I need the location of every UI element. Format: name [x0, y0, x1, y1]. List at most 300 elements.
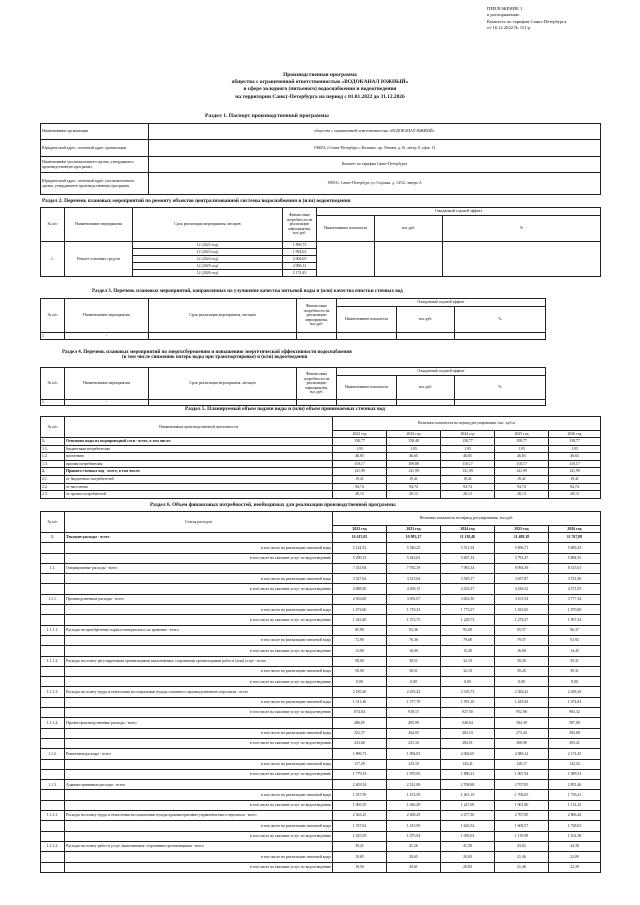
col-num-header: № п/п [41, 299, 65, 333]
row-value: 0,00 [549, 677, 601, 687]
row-value: 20,84 [441, 852, 495, 862]
row-name: Прочие производственные расходы - всего [65, 718, 333, 728]
row-value: 2 004,05 [441, 749, 495, 759]
row-value: 2 806,44 [549, 811, 601, 821]
section1-title: Раздел 1. Паспорт производственной программы [205, 113, 329, 119]
row-value: 5 290,53 [333, 553, 387, 563]
document-title [60, 72, 580, 101]
row-value: 7 782,19 [387, 563, 441, 573]
row-value: 28,13 [495, 491, 549, 499]
row-value: 38,51 [387, 656, 441, 666]
row-num [41, 615, 65, 625]
appendix-authority: Комитета по тарифам Санкт-Петербурга [487, 18, 567, 24]
row-name: в том числе на оказание услуг по водоотведению [65, 646, 333, 656]
col-need-header: Финансовые потребности на реализацию мероприятия, тыс.руб. [297, 299, 337, 333]
row-name: в том числе на оказание услуг по водоотведению [65, 769, 333, 779]
row-value: 495,99 [387, 718, 441, 728]
row-value: 19,41 [549, 475, 601, 483]
row-num [41, 543, 65, 553]
row-value: 1 311,40 [333, 697, 387, 707]
row-value: 39,31 [549, 666, 601, 676]
year-header: 2023 год [387, 526, 441, 533]
row-num [41, 862, 65, 872]
row-name: в том числе на оказание услуг по водоотведению [65, 615, 333, 625]
row-value: 141,99 [495, 468, 549, 476]
row-value: 72,90 [333, 635, 387, 645]
row-value: 2 363,25 [333, 811, 387, 821]
row-name: в том числе на реализацию питьевой воды [65, 635, 333, 645]
row-name: в том числе на реализацию питьевой воды [65, 543, 333, 553]
row-value: 1 025,59 [333, 831, 387, 841]
row-value: 1 896,73 [333, 749, 387, 759]
row-value: 1,95 [333, 445, 387, 453]
row-value: 1 472,60 [333, 605, 387, 615]
row-value: 5 696,71 [495, 543, 549, 553]
row-value: 1 728,03 [549, 821, 601, 831]
row-value: 2 707,85 [495, 780, 549, 790]
row-value: 11 767,88 [549, 533, 601, 543]
passport-value: Комитет по тарифам Санкт-Петербурга [149, 157, 601, 173]
row-value: 231,16 [387, 738, 441, 748]
passport-row [41, 157, 601, 173]
row-value: 1 065,55 [333, 800, 387, 810]
row-value: 39,21 [333, 841, 387, 851]
row-value: 19,65 [333, 852, 387, 862]
col-need-header: Финансовые потребности на реализацию мероприятия, тыс.руб. [283, 208, 317, 242]
row-value: 11 118,48 [441, 533, 495, 543]
row-value: 3 777,34 [549, 594, 601, 604]
row-value: 76,36 [387, 635, 441, 645]
row-value: 1 989,53 [549, 769, 601, 779]
section4-title-line-1: Раздел 4. Перечень плановых мероприятий по энергосбережению и повышению энергетической эффективности водоснабжения [62, 350, 352, 355]
row-name: Расходы на оплату труда и отчисления на социальные нужды основного производственного персонала - всего [65, 687, 333, 697]
table-row [41, 453, 601, 461]
row-name: в том числе на реализацию питьевой воды [65, 697, 333, 707]
row-value: 952,96 [495, 708, 549, 718]
row-num [41, 759, 65, 769]
row-value: 263,53 [441, 728, 495, 738]
col-num-header: № п/п [41, 208, 65, 242]
row-value: 2 086,12 [495, 749, 549, 759]
row-value: 46,65 [441, 453, 495, 461]
row-value: 141,99 [333, 468, 387, 476]
row-num: 1.1. [41, 445, 65, 453]
row-period: 12 (2024 год) [133, 256, 283, 263]
row-value: 124,41 [441, 759, 495, 769]
row-value: 5 607,14 [441, 553, 495, 563]
row-num [41, 852, 65, 862]
row-num [41, 605, 65, 615]
water-volume-table [40, 416, 601, 499]
section4-title [62, 350, 352, 360]
row-num [41, 553, 65, 563]
table-row [41, 697, 601, 707]
row-value: 94,74 [441, 483, 495, 491]
row-num: 1.1.3. [41, 780, 65, 790]
row-value: 548,64 [441, 718, 495, 728]
table-row [41, 468, 601, 476]
row-num: 1. [41, 400, 65, 406]
row-value: 1,95 [441, 445, 495, 453]
energy-measures-table [40, 367, 546, 406]
row-num [41, 574, 65, 584]
passport-row [41, 124, 601, 140]
financial-needs-table [40, 511, 601, 873]
row-num [41, 584, 65, 594]
row-value: 95,08 [441, 625, 495, 635]
row-value: 1 102,38 [549, 831, 601, 841]
col-num-header: № п/п [41, 512, 65, 533]
row-value: 81,92 [549, 635, 601, 645]
table-row [41, 400, 546, 406]
row-num: 1.3. [41, 460, 65, 468]
row-num: 2.3. [41, 491, 65, 499]
table-row [41, 821, 601, 831]
row-num: 1.1.1.2. [41, 656, 65, 666]
row-value: 21,46 [495, 862, 549, 872]
row-num [41, 646, 65, 656]
title-line-4: на территории Санкт-Петербурга на период с 01.01.2022 до 31.12.2026 [235, 93, 405, 100]
row-value: 8 094,39 [495, 563, 549, 573]
col-effect-pct-header: % [455, 376, 546, 400]
table-row [41, 553, 601, 563]
row-num: 1.1. [41, 563, 65, 573]
row-value: 38,51 [387, 666, 441, 676]
quality-measures-table [40, 298, 546, 340]
row-value: 5 124,52 [333, 543, 387, 553]
row-name: прочим потребителям [65, 460, 333, 468]
row-value: 2 382,41 [495, 687, 549, 697]
table-row [41, 862, 601, 872]
row-value: 19,41 [495, 475, 549, 483]
row-name: в том числе на реализацию питьевой воды [65, 759, 333, 769]
row-value: 4 571,05 [549, 584, 601, 594]
row-value: 44,39 [549, 841, 601, 851]
row-value: 1 228,73 [441, 615, 495, 625]
row-value: 2 318,73 [441, 687, 495, 697]
row-value: 39,20 [495, 666, 549, 676]
row-value: 132,52 [549, 759, 601, 769]
passport-value: 196653, г.Санкт-Петербург, г.Колпино, пр. Ленина, д.1б, литер А, офис 13 [149, 140, 601, 157]
row-name: в том числе на реализацию питьевой воды [65, 790, 333, 800]
row-value: 308,96 [495, 738, 549, 748]
row-value: 46,65 [495, 453, 549, 461]
row-num [41, 697, 65, 707]
row-value: 2 677,30 [441, 811, 495, 821]
row-value: 1 046,49 [387, 800, 441, 810]
row-value: 283,68 [549, 728, 601, 738]
row-value: 4 436,52 [495, 584, 549, 594]
row-value: 1 247,69 [441, 800, 495, 810]
table-row [41, 605, 601, 615]
row-value: 21,46 [495, 852, 549, 862]
row-value: 79,57 [495, 635, 549, 645]
row-num [41, 769, 65, 779]
table-row [41, 460, 601, 468]
row-value: 1 474,84 [549, 697, 601, 707]
row-need: 2 174,45 [283, 270, 317, 277]
section6-title: Раздел 6. Объем финансовых потребностей, необходимых для реализации производственной программы [150, 502, 396, 508]
row-value: 303,41 [549, 738, 601, 748]
table-row [41, 852, 601, 862]
row-num: 2.1. [41, 475, 65, 483]
col-effect-name-header: Наименование показателя [337, 307, 397, 333]
col-period-header: Величина показателя на период регулирования, тыс.руб. [333, 512, 601, 526]
row-value: 1 907,34 [549, 615, 601, 625]
row-value: 983,32 [549, 708, 601, 718]
row-value: 1 112,25 [549, 800, 601, 810]
row-value: 5 883,33 [549, 543, 601, 553]
row-value: 10 983,27 [387, 533, 441, 543]
row-value: 19,56 [333, 862, 387, 872]
row-value: 874,84 [333, 708, 387, 718]
row-value: 28,13 [549, 491, 601, 499]
row-value: 3 327,64 [333, 574, 387, 584]
row-value: 1 278,27 [495, 615, 549, 625]
title-line-2: общества с ограниченной ответственностью «ВОДОКАНАЛ ЮЖНЫЙ» [231, 79, 409, 86]
row-value: 158,48 [387, 438, 441, 446]
row-name: Операционные расходы - всего [65, 563, 333, 573]
row-value: 141,99 [387, 468, 441, 476]
col-name-header: Наименование производственной деятельности [65, 417, 333, 438]
row-value: 58,00 [333, 666, 387, 676]
row-value: 19,41 [387, 475, 441, 483]
row-value: 1 823,65 [495, 605, 549, 615]
row-value: 158,77 [549, 438, 601, 446]
row-num [41, 708, 65, 718]
row-value: 109,88 [387, 460, 441, 468]
row-value: 46,65 [387, 453, 441, 461]
table-row [41, 483, 601, 491]
row-num: 1.2. [41, 453, 65, 461]
row-name: Отпущено воды из водопроводной сети - всего, в том числе: [65, 438, 333, 446]
passport-label: Наименование организации [41, 124, 149, 140]
passport-row [41, 140, 601, 157]
row-value: 2 293,42 [387, 687, 441, 697]
table-row [41, 841, 601, 851]
row-num: 1.1.3.2. [41, 841, 65, 851]
row-value: 1 474,59 [387, 790, 441, 800]
row-name: Производственные расходы - всего [65, 594, 333, 604]
row-need: 2 004,05 [283, 256, 317, 263]
row-value: 28,13 [333, 491, 387, 499]
approval-stamp-text [487, 6, 627, 32]
passport-value: 190031, Санкт-Петербург, ул. Садовая, д. 14/52, литера А [149, 173, 601, 195]
row-value: 264,83 [387, 728, 441, 738]
table-row [41, 625, 601, 635]
row-name: Ремонтные расходы - всего [65, 749, 333, 759]
row-value: 1 461,19 [441, 790, 495, 800]
year-header: 2025 год [495, 526, 549, 533]
passport-label: Юридический адрес, почтовый адрес уполномоченного органа, утвердившего производственную программу [41, 173, 149, 195]
year-header: 2022 год [333, 431, 387, 438]
section5-title: Раздел 5. Планируемый объем подачи воды и (или) объем принимаемых сточных вод [185, 406, 385, 412]
col-period-header: Величина показателя на период регулирования, тыс. куб.м [333, 417, 601, 431]
col-effect-pct-header: % [443, 216, 601, 242]
table-row [41, 749, 601, 759]
row-value: 95,57 [495, 625, 549, 635]
row-num: 1. [41, 333, 65, 340]
row-name: в том числе на оказание услуг по водоотведению [65, 831, 333, 841]
row-value: 1 608,57 [495, 821, 549, 831]
row-name: в том числе на оказание услуг по водоотведению [65, 800, 333, 810]
row-value: 1 779,33 [333, 769, 387, 779]
row-need: 2 086,12 [283, 263, 317, 270]
row-num: 1.1.1.3. [41, 687, 65, 697]
row-need: 1 994,03 [283, 249, 317, 256]
row-value: 16,00 [495, 646, 549, 656]
col-effect-header: Ожидаемый годовой эффект [337, 368, 546, 376]
row-period: 12 (2023 год) [133, 249, 283, 256]
row-value: 39,31 [549, 656, 601, 666]
row-need: 1 896,73 [283, 242, 317, 249]
row-num: 1.1.1.1. [41, 625, 65, 635]
row-value: 1,95 [387, 445, 441, 453]
row-value: 1 075,94 [387, 831, 441, 841]
row-value: 233,66 [333, 738, 387, 748]
passport-table [40, 123, 601, 195]
row-name: в том числе на оказание услуг по водоотведению [65, 677, 333, 687]
table-row [41, 800, 601, 810]
table-row [41, 584, 601, 594]
title-line-3: в сфере холодного (питьевого) водоснабжения и водоотведения [243, 86, 397, 93]
row-num [41, 831, 65, 841]
col-effect-rub-header: тыс.руб. [397, 376, 455, 400]
row-num [41, 738, 65, 748]
row-value: 1 773,57 [441, 605, 495, 615]
row-value: 110,17 [549, 460, 601, 468]
row-value: 5 791,47 [495, 553, 549, 563]
row-value: 117,29 [333, 759, 387, 769]
appendix-ref: к распоряжению [487, 12, 520, 18]
row-value: 43,02 [495, 841, 549, 851]
table-row [41, 333, 546, 340]
row-name: в том числе на реализацию питьевой воды [65, 605, 333, 615]
table-row [41, 666, 601, 676]
row-value: 1 119,99 [495, 831, 549, 841]
row-name: бюджетным потребителям [65, 445, 333, 453]
row-value: 141,99 [441, 468, 495, 476]
row-value: 3 549,17 [441, 574, 495, 584]
row-value: 20,61 [387, 862, 441, 872]
repair-measures-table [40, 207, 601, 277]
row-value: 19,41 [441, 475, 495, 483]
row-value: 20,65 [387, 852, 441, 862]
row-value: 1 739,21 [549, 790, 601, 800]
passport-value: общество с ограниченной ответственностью «ВОДОКАНАЛ ЮЖНЫЙ» [149, 124, 601, 140]
table-row [41, 708, 601, 718]
year-header: 2023 год [387, 431, 441, 438]
row-value: 4 432,37 [441, 584, 495, 594]
row-value: 92,36 [387, 625, 441, 635]
row-value: 158,77 [441, 438, 495, 446]
table-row [41, 831, 601, 841]
year-header: 2026 год [549, 526, 601, 533]
col-name-header: Наименование мероприятия [65, 299, 149, 333]
row-name: Расходы на оплату регулируемыми организациями выполняемых сторонними организациями работ и (или) услуг - всего [65, 656, 333, 666]
table-row [41, 656, 601, 666]
col-effect-name-header: Наименование показателя [317, 216, 375, 242]
table-row [41, 811, 601, 821]
row-value: 22,09 [549, 852, 601, 862]
col-period-header: Срок реализации мероприятия, месяцев [133, 208, 283, 242]
row-value: 3 092,07 [387, 594, 441, 604]
row-value: 2 458,16 [549, 687, 601, 697]
row-value: 96,37 [549, 625, 601, 635]
row-value: 7 981,54 [441, 563, 495, 573]
col-period-header: Срок реализации мероприятия, месяцев [149, 299, 297, 333]
row-num [41, 677, 65, 687]
row-value: 1 372,75 [387, 615, 441, 625]
row-value: 1 343,40 [333, 615, 387, 625]
row-name: в том числе на оказание услуг по водоотведению [65, 708, 333, 718]
table-row [41, 594, 601, 604]
row-period: 12 (2022 год) [133, 242, 283, 249]
row-num: 1.1.2. [41, 749, 65, 759]
row-name: в том числе на реализацию питьевой воды [65, 852, 333, 862]
row-value: 918,15 [387, 708, 441, 718]
row-value: 79,68 [441, 635, 495, 645]
row-value: 15,40 [441, 646, 495, 656]
row-value: 1 050,03 [441, 831, 495, 841]
col-num-header: № п/п [41, 417, 65, 438]
row-value: 252,57 [333, 728, 387, 738]
row-name: Расходы на приобретение сырья и материалов и их хранение - всего [65, 625, 333, 635]
table-row [41, 574, 601, 584]
row-value: 5 540,25 [387, 543, 441, 553]
row-value: 3 002,30 [441, 594, 495, 604]
table-row [41, 635, 601, 645]
section3-title: Раздел 3. Перечень плановых мероприятий, направленных на улучшение качества питьевой воды и (или) качества очистки сточных вод [92, 289, 403, 294]
row-value: 41,58 [441, 841, 495, 851]
row-num: 1. [41, 438, 65, 446]
table-row [41, 677, 601, 687]
row-name: Расходы на оплату труда и отчисления на социальные нужды административно-управленческого персонала - всего [65, 811, 333, 821]
row-value: 1 429,44 [495, 697, 549, 707]
table-row [41, 738, 601, 748]
row-value: 11 488,18 [495, 533, 549, 543]
table-row [41, 759, 601, 769]
row-name: населению [65, 453, 333, 461]
row-name: в том числе на оказание услуг по водоотведению [65, 862, 333, 872]
table-row [41, 790, 601, 800]
row-value: 141,99 [549, 468, 601, 476]
table-row [41, 769, 601, 779]
row-value: 584,39 [495, 718, 549, 728]
col-name-header: Наименование мероприятия [65, 208, 133, 242]
row-value: 158,77 [495, 438, 549, 446]
year-header: 2025 год [495, 431, 549, 438]
row-value: 41,26 [387, 841, 441, 851]
row-value: 110,17 [495, 460, 549, 468]
col-need-header: Финансовые потребности на реализацию мероприятия, тыс.руб. [297, 368, 337, 400]
row-value: 2 521,08 [387, 780, 441, 790]
table-row [41, 718, 601, 728]
row-value: 2 816,00 [333, 594, 387, 604]
row-value: 28,13 [387, 491, 441, 499]
row-value: 1 880,21 [441, 769, 495, 779]
row-num: 1.1.1. [41, 594, 65, 604]
row-value: 14,45 [549, 646, 601, 656]
row-value: 46,65 [549, 453, 601, 461]
row-value: 0,00 [441, 677, 495, 687]
appendix-date: от 16.12.2022 № 151-р [487, 25, 531, 31]
row-value: 3 513,04 [387, 574, 441, 584]
row-value: 1 337,99 [333, 790, 387, 800]
row-value: 5 511,34 [441, 543, 495, 553]
row-value: 1,95 [495, 445, 549, 453]
row-name: в том числе на реализацию питьевой воды [65, 821, 333, 831]
